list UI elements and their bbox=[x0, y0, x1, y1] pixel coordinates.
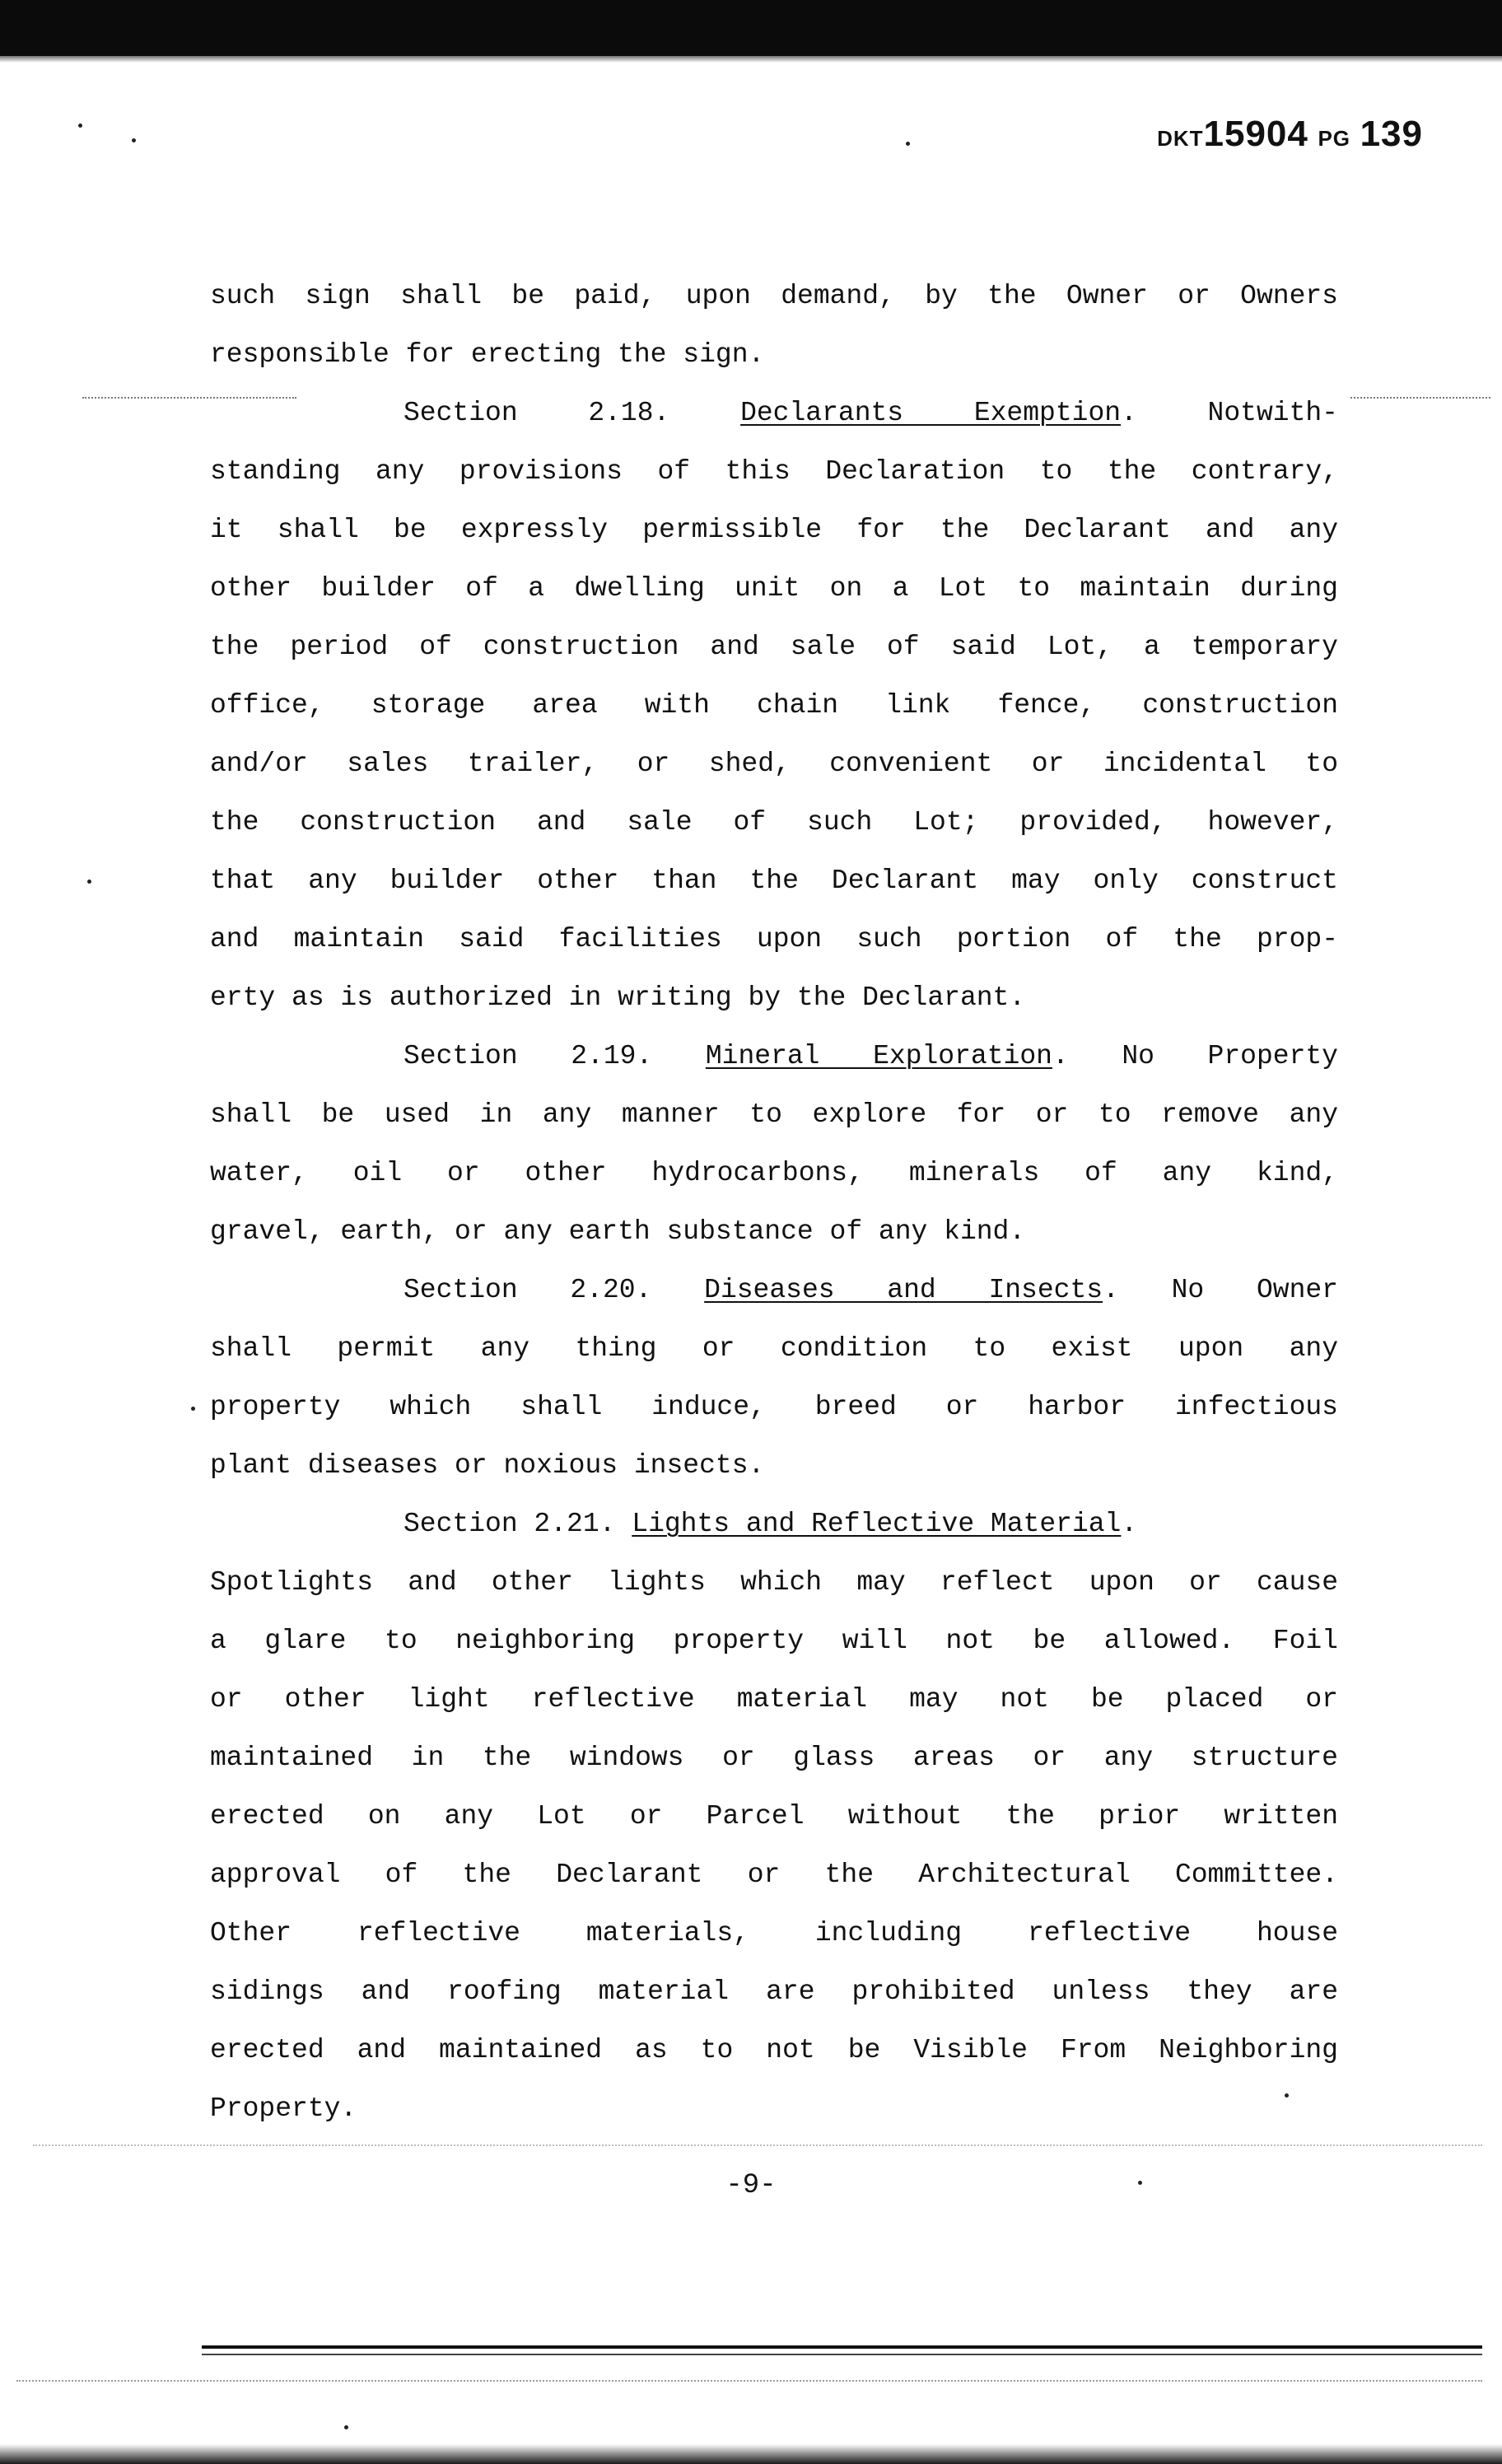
text-line: standing any provisions of this Declaration to the contrary, bbox=[210, 456, 1338, 487]
section-title: Mineral Exploration bbox=[705, 1041, 1052, 1071]
footer-rule bbox=[202, 2345, 1482, 2349]
section-heading-tail: . No Property bbox=[1052, 1041, 1338, 1071]
text-line: Spotlights and other lights which may reflect upon or cause bbox=[210, 1567, 1338, 1598]
scan-speck bbox=[87, 880, 91, 884]
text-line: the construction and sale of such Lot; provided, however, bbox=[210, 807, 1338, 838]
text-line: such sign shall be paid, upon demand, by the Owner or Owners bbox=[210, 281, 1338, 311]
section-heading-2-18 bbox=[210, 384, 1338, 442]
section-label: Section 2.21. bbox=[403, 1509, 616, 1539]
section-heading-tail: . bbox=[1121, 1509, 1138, 1539]
section-label: Section 2.18. bbox=[403, 398, 670, 428]
text-line: shall be used in any manner to explore for or to remove any bbox=[210, 1099, 1338, 1130]
scan-speck bbox=[906, 142, 910, 146]
text-line: plant diseases or noxious insects. bbox=[210, 1450, 765, 1481]
section-heading-2-20 bbox=[210, 1261, 1338, 1319]
docket-page-number: 139 bbox=[1360, 114, 1423, 154]
scan-bottom-border bbox=[0, 2444, 1502, 2464]
scan-top-border bbox=[0, 0, 1502, 56]
text-line: sidings and roofing material are prohibited unless they are bbox=[210, 1976, 1338, 2007]
section-heading-2-21 bbox=[210, 1495, 1338, 1553]
text-line: other builder of a dwelling unit on a Lot to maintain during bbox=[210, 573, 1338, 604]
scan-noise-line bbox=[33, 2144, 1482, 2148]
text-line: erected and maintained as to not be Visible From Neighboring bbox=[210, 2035, 1338, 2065]
docket-stamp bbox=[1157, 114, 1423, 155]
text-line: a glare to neighboring property will not be allowed. Foil bbox=[210, 1626, 1338, 1656]
page-number: -9- bbox=[725, 2170, 777, 2201]
docket-page-label: PG bbox=[1318, 126, 1351, 151]
scan-speck bbox=[191, 1407, 195, 1411]
text-line: that any builder other than the Declarant may only construct bbox=[210, 866, 1338, 896]
scan-speck bbox=[78, 124, 82, 128]
section-label: Section 2.20. bbox=[403, 1275, 652, 1305]
text-line: office, storage area with chain link fence, construction bbox=[210, 690, 1338, 721]
scan-noise-line bbox=[82, 397, 296, 400]
text-line: the period of construction and sale of said Lot, a temporary bbox=[210, 632, 1338, 662]
section-heading-2-19 bbox=[210, 1027, 1338, 1085]
scan-noise-line bbox=[1350, 397, 1490, 400]
text-line: erty as is authorized in writing by the Declarant. bbox=[210, 982, 1026, 1013]
scan-speck bbox=[1138, 2181, 1142, 2185]
text-line: it shall be expressly permissible for the Declarant and any bbox=[210, 515, 1338, 545]
text-line: maintained in the windows or glass areas or any structure bbox=[210, 1743, 1338, 1773]
scan-top-shadow bbox=[0, 51, 1502, 63]
text-line: water, oil or other hydrocarbons, minerals of any kind, bbox=[210, 1158, 1338, 1188]
text-line: Other reflective materials, including reflective house bbox=[210, 1918, 1338, 1948]
text-line: or other light reflective material may not be placed or bbox=[210, 1684, 1338, 1715]
section-heading-tail: . No Owner bbox=[1103, 1275, 1338, 1305]
scan-speck bbox=[132, 138, 136, 142]
text-line: erected on any Lot or Parcel without the prior written bbox=[210, 1801, 1338, 1832]
section-title: Diseases and Insects bbox=[704, 1275, 1103, 1305]
docket-number: 15904 bbox=[1203, 114, 1308, 154]
section-heading-tail: . Notwith- bbox=[1121, 398, 1338, 428]
text-line: shall permit any thing or condition to exist upon any bbox=[210, 1333, 1338, 1364]
scan-speck bbox=[1285, 2093, 1289, 2098]
text-line: approval of the Declarant or the Architectural Committee. bbox=[210, 1860, 1338, 1890]
text-line: Property. bbox=[210, 2093, 357, 2124]
docket-prefix: DKT bbox=[1157, 126, 1204, 151]
footer-rule-thin bbox=[202, 2354, 1482, 2355]
text-line: gravel, earth, or any earth substance of any kind. bbox=[210, 1216, 1026, 1247]
section-title: Lights and Reflective Material bbox=[632, 1509, 1122, 1539]
scan-noise-line bbox=[16, 2380, 1482, 2383]
section-label: Section 2.19. bbox=[403, 1041, 653, 1071]
text-line: property which shall induce, breed or harbor infectious bbox=[210, 1392, 1338, 1422]
text-line: and/or sales trailer, or shed, convenient or incidental to bbox=[210, 749, 1338, 779]
document-body bbox=[210, 267, 1338, 2138]
scan-speck bbox=[344, 2425, 348, 2429]
text-line: responsible for erecting the sign. bbox=[210, 339, 765, 370]
section-title: Declarants Exemption bbox=[740, 398, 1122, 428]
text-line: and maintain said facilities upon such portion of the prop- bbox=[210, 924, 1338, 954]
